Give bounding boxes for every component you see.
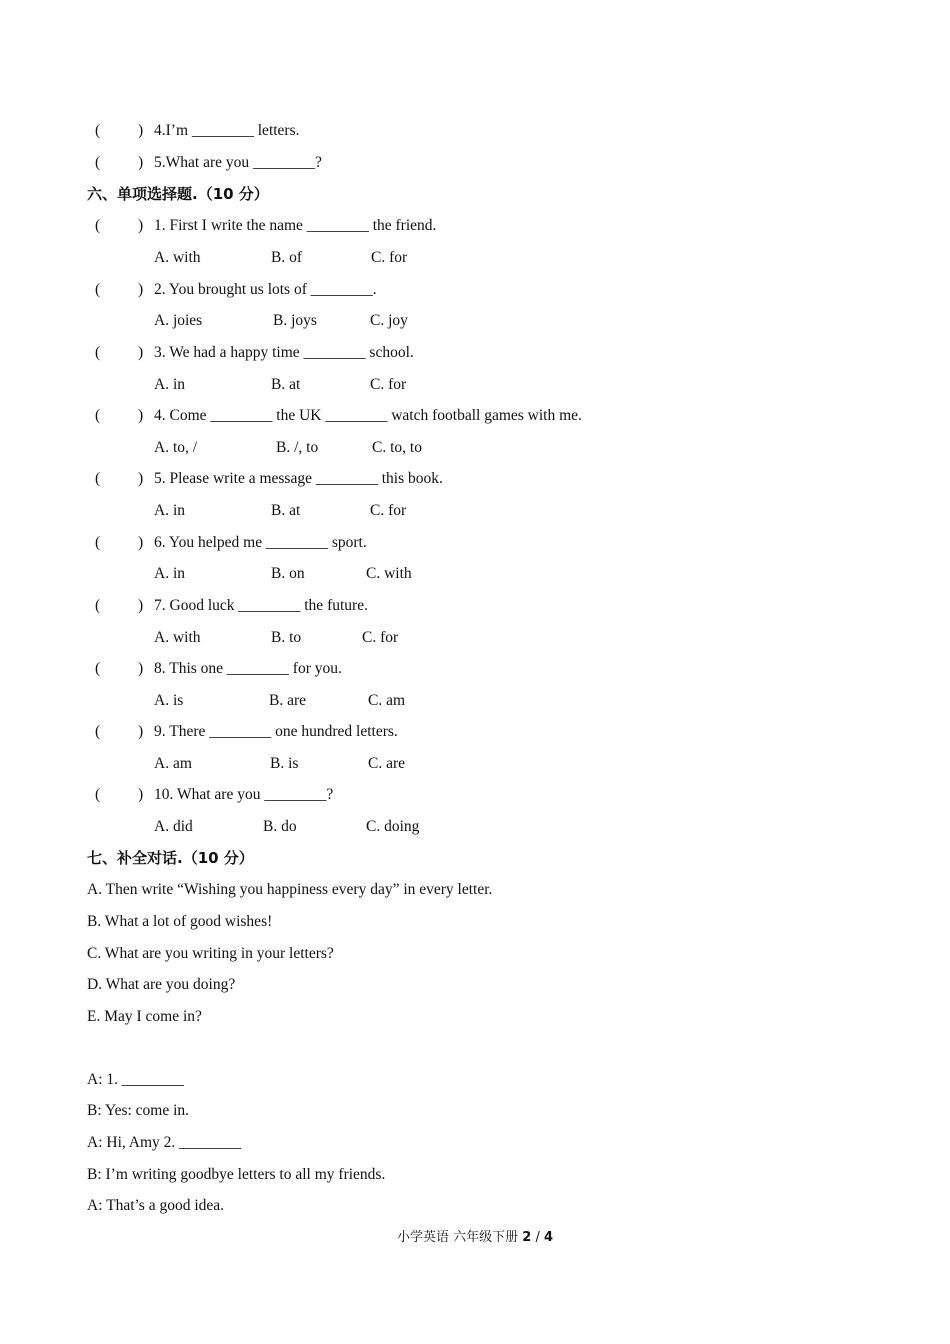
answer-paren-open: (: [95, 723, 101, 740]
dialogue-choice-e: E. May I come in?: [87, 1008, 202, 1025]
prev-question-5: [0, 152, 950, 174]
option-a: A. with: [154, 629, 201, 646]
option-a: A. is: [154, 692, 184, 709]
question-text: 4.I’m ________ letters.: [154, 122, 300, 139]
question-text: 9. There ________ one hundred letters.: [154, 723, 398, 740]
dialogue-line-1: A: 1. ________: [87, 1071, 184, 1088]
question-text: 2. You brought us lots of ________.: [154, 281, 377, 298]
answer-paren-close: ): [138, 281, 144, 298]
answer-paren-open: (: [95, 534, 101, 551]
option-b: B. at: [271, 376, 301, 393]
footer-label: 小学英语 六年级下册: [396, 1230, 519, 1245]
option-c: C. to, to: [372, 439, 422, 456]
option-c: C. am: [368, 692, 406, 709]
page-separator: /: [535, 1230, 540, 1245]
prev-question-4: [0, 120, 950, 142]
option-c: C. are: [368, 755, 406, 772]
question-text: 10. What are you ________?: [154, 786, 334, 803]
answer-paren-close: ): [138, 723, 144, 740]
mc-options-1: [0, 247, 950, 269]
mc-options-5: [0, 500, 950, 522]
option-b: B. on: [271, 565, 305, 582]
mc-options-7: [0, 627, 950, 649]
option-a: A. in: [154, 565, 185, 582]
option-b: B. is: [270, 755, 299, 772]
dialogue-choice-b: B. What a lot of good wishes!: [87, 913, 273, 930]
dialogue-choice-a: A. Then write “Wishing you happiness every day” in every letter.: [87, 881, 493, 898]
dialogue-choice-c: C. What are you writing in your letters?: [87, 945, 334, 962]
option-a: A. with: [154, 249, 201, 266]
dialogue-line-4: B: I’m writing goodbye letters to all my friends.: [87, 1166, 386, 1183]
mc-question-6: [0, 532, 950, 554]
option-b: B. joys: [273, 312, 317, 329]
option-a: A. in: [154, 376, 185, 393]
answer-paren-open: (: [95, 217, 101, 234]
option-a: A. joies: [154, 312, 203, 329]
answer-paren-close: ): [138, 217, 144, 234]
question-text: 5.What are you ________?: [154, 154, 322, 171]
option-b: B. /, to: [276, 439, 319, 456]
mc-options-8: [0, 690, 950, 712]
answer-paren-close: ): [138, 660, 144, 677]
answer-paren-close: ): [138, 597, 144, 614]
option-c: C. joy: [370, 312, 408, 329]
section-6-title: 六、单项选择题.（10 分）: [87, 185, 269, 203]
answer-paren-close: ): [138, 407, 144, 424]
option-b: B. are: [269, 692, 307, 709]
answer-paren-open: (: [95, 660, 101, 677]
dialogue-line-2: B: Yes: come in.: [87, 1102, 190, 1119]
option-a: A. to, /: [154, 439, 198, 456]
answer-paren-open: (: [95, 154, 101, 171]
option-b: B. to: [271, 629, 302, 646]
mc-question-4: [0, 405, 950, 427]
section-7-title: 七、补全对话.（10 分）: [87, 849, 254, 867]
option-c: C. for: [371, 249, 408, 266]
answer-paren-open: (: [95, 470, 101, 487]
mc-options-2: [0, 310, 950, 332]
page-footer: [0, 1228, 950, 1248]
question-text: 5. Please write a message ________ this book.: [154, 470, 443, 487]
mc-options-3: [0, 374, 950, 396]
question-text: 3. We had a happy time ________ school.: [154, 344, 414, 361]
answer-paren-open: (: [95, 597, 101, 614]
option-a: A. am: [154, 755, 192, 772]
option-a: A. did: [154, 818, 193, 835]
mc-question-3: [0, 342, 950, 364]
question-text: 6. You helped me ________ sport.: [154, 534, 367, 551]
option-b: B. at: [271, 502, 301, 519]
answer-paren-open: (: [95, 344, 101, 361]
question-text: 7. Good luck ________ the future.: [154, 597, 368, 614]
answer-paren-close: ): [138, 534, 144, 551]
option-b: B. of: [271, 249, 302, 266]
dialogue-line-3: A: Hi, Amy 2. ________: [87, 1134, 242, 1151]
page-number: 2: [522, 1230, 532, 1245]
answer-paren-close: ): [138, 122, 144, 139]
answer-paren-close: ): [138, 786, 144, 803]
answer-paren-close: ): [138, 344, 144, 361]
question-text: 8. This one ________ for you.: [154, 660, 342, 677]
option-c: C. for: [362, 629, 399, 646]
option-c: C. doing: [366, 818, 420, 835]
mc-question-1: [0, 215, 950, 237]
dialogue-line-5: A: That’s a good idea.: [87, 1197, 225, 1214]
option-c: C. for: [370, 376, 407, 393]
answer-paren-open: (: [95, 281, 101, 298]
option-a: A. in: [154, 502, 185, 519]
mc-question-7: [0, 595, 950, 617]
question-text: 1. First I write the name ________ the friend.: [154, 217, 437, 234]
answer-paren-close: ): [138, 470, 144, 487]
mc-question-10: [0, 784, 950, 806]
mc-options-4: [0, 437, 950, 459]
page-total: 4: [543, 1230, 554, 1245]
mc-question-8: [0, 658, 950, 680]
mc-options-10: [0, 816, 950, 838]
option-c: C. with: [366, 565, 412, 582]
answer-paren-open: (: [95, 122, 101, 139]
answer-paren-open: (: [95, 407, 101, 424]
option-b: B. do: [263, 818, 297, 835]
mc-question-2: [0, 279, 950, 301]
mc-question-9: [0, 721, 950, 743]
dialogue-choice-d: D. What are you doing?: [87, 976, 236, 993]
answer-paren-close: ): [138, 154, 144, 171]
mc-options-6: [0, 563, 950, 585]
option-c: C. for: [370, 502, 407, 519]
mc-options-9: [0, 753, 950, 775]
answer-paren-open: (: [95, 786, 101, 803]
question-text: 4. Come ________ the UK ________ watch football games with me.: [154, 407, 582, 424]
mc-question-5: [0, 468, 950, 490]
